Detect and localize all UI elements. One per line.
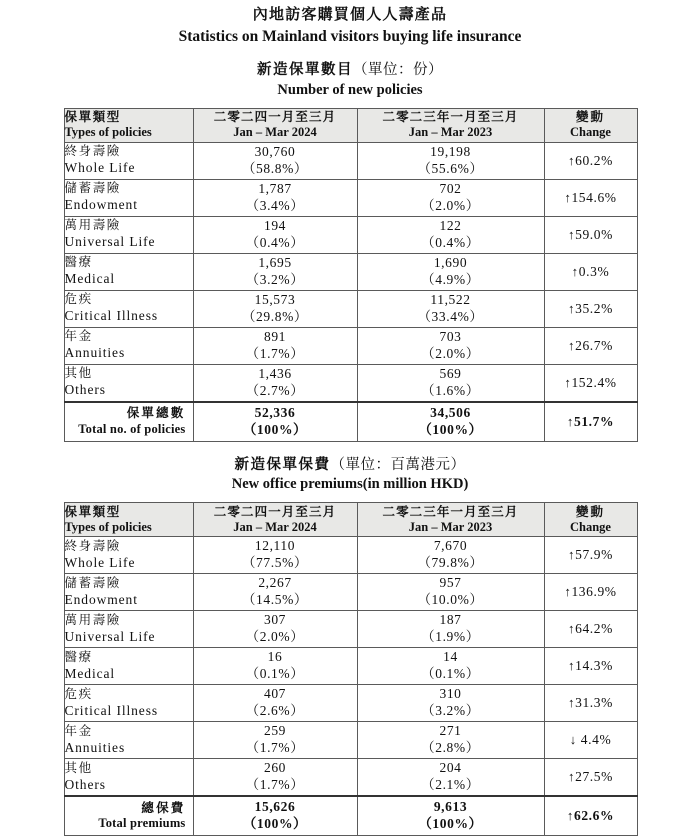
cell-previous xyxy=(357,290,544,327)
trend-up-icon: ↑ xyxy=(568,337,576,353)
trend-up-icon: ↑ xyxy=(564,374,572,390)
cell-current-percent: （2.7%） xyxy=(245,382,305,398)
cell-change-value: 154.6% xyxy=(571,189,617,205)
cell-current-value: 15,573 xyxy=(254,291,296,307)
cell-previous xyxy=(357,142,544,179)
row-label-en: Annuities xyxy=(64,344,126,360)
row-label-en: Others xyxy=(64,381,106,397)
table-row xyxy=(64,327,637,364)
cell-current-percent: （77.5%） xyxy=(241,555,309,571)
trend-up-icon: ↑ xyxy=(568,621,576,637)
document-title-zh: 內地訪客購買個人人壽產品 xyxy=(252,7,448,23)
cell-current-value: 30,760 xyxy=(254,143,296,159)
cell-change-value: 31.3% xyxy=(575,695,613,711)
table-row xyxy=(64,253,637,290)
cell-change xyxy=(544,685,637,722)
premiums-table-head xyxy=(64,503,637,537)
cell-previous-value: 702 xyxy=(439,180,462,196)
total-change xyxy=(544,402,637,442)
col-header-change-en: Change xyxy=(570,125,611,140)
cell-change xyxy=(544,364,637,402)
cell-change-value: 4.4% xyxy=(580,732,612,748)
col-header-previous-en: Jan – Mar 2023 xyxy=(408,125,493,140)
policies-table-head xyxy=(64,108,637,142)
cell-previous-value: 703 xyxy=(439,328,462,344)
row-label xyxy=(64,253,193,290)
cell-previous xyxy=(357,611,544,648)
cell-current-value: 12,110 xyxy=(254,538,296,554)
row-label-zh: 年金 xyxy=(64,724,93,739)
cell-change xyxy=(544,648,637,685)
cell-previous-percent: （0.1%） xyxy=(421,666,480,682)
trend-up-icon: ↑ xyxy=(568,658,576,674)
cell-previous xyxy=(357,759,544,797)
total-previous-percent: （100%） xyxy=(418,421,483,437)
cell-current-percent: （2.0%） xyxy=(245,629,305,645)
cell-current xyxy=(193,611,357,648)
col-header-change-zh: 變動 xyxy=(575,504,605,519)
col-header-change xyxy=(544,503,637,537)
cell-current-value: 194 xyxy=(263,217,287,233)
row-label-en: Whole Life xyxy=(64,554,136,570)
cell-change xyxy=(544,142,637,179)
cell-change-value: 0.3% xyxy=(578,263,610,279)
total-change-value: 51.7% xyxy=(573,413,615,429)
col-header-previous-zh: 二零二三年一月至三月 xyxy=(382,109,519,124)
cell-current xyxy=(193,253,357,290)
cell-current-value: 2,267 xyxy=(258,575,292,591)
cell-current-percent: （3.4%） xyxy=(245,197,305,213)
cell-previous-percent: （2.0%） xyxy=(421,345,480,361)
total-label-zh: 保單總數 xyxy=(126,405,186,420)
cell-current xyxy=(193,759,357,797)
cell-previous xyxy=(357,648,544,685)
cell-current xyxy=(193,142,357,179)
section-heading-zh-main: 新造保單數目 xyxy=(257,61,353,78)
row-label xyxy=(64,685,193,722)
cell-current-value: 1,787 xyxy=(258,180,292,196)
cell-current xyxy=(193,722,357,759)
row-label-zh: 萬用壽險 xyxy=(64,218,121,233)
cell-change xyxy=(544,759,637,797)
row-label xyxy=(64,611,193,648)
row-label-en: Universal Life xyxy=(64,628,156,644)
row-label-zh: 儲蓄壽險 xyxy=(64,181,121,196)
cell-previous-value: 271 xyxy=(439,723,462,739)
cell-previous xyxy=(357,364,544,402)
col-header-type-en: Types of policies xyxy=(64,519,152,534)
total-current-percent: （100%） xyxy=(242,421,308,437)
document-page xyxy=(0,6,700,832)
total-current xyxy=(193,796,357,836)
cell-previous-value: 122 xyxy=(439,217,462,233)
row-label-en: Endowment xyxy=(64,591,138,607)
col-header-current-zh: 二零二四一月至三月 xyxy=(213,109,337,124)
cell-previous-value: 11,522 xyxy=(430,291,471,307)
cell-previous xyxy=(357,179,544,216)
row-label xyxy=(64,179,193,216)
trend-up-icon: ↑ xyxy=(568,547,576,563)
total-label-en: Total no. of policies xyxy=(78,421,186,436)
cell-change-value: 26.7% xyxy=(575,337,613,353)
cell-previous-value: 310 xyxy=(439,686,462,702)
cell-previous-value: 14 xyxy=(443,649,458,665)
cell-previous-percent: （2.0%） xyxy=(421,197,480,213)
col-header-type-zh: 保單類型 xyxy=(64,109,121,124)
cell-current-value: 891 xyxy=(263,328,287,344)
cell-current-percent: （1.7%） xyxy=(245,740,305,756)
cell-current xyxy=(193,290,357,327)
trend-up-icon: ↑ xyxy=(568,226,576,242)
row-label-zh: 萬用壽險 xyxy=(64,613,121,628)
col-header-previous-period xyxy=(357,108,544,142)
section-heading-premiums xyxy=(0,456,700,495)
trend-up-icon: ↑ xyxy=(568,695,576,711)
cell-current xyxy=(193,216,357,253)
row-label xyxy=(64,759,193,797)
col-header-previous-zh: 二零二三年一月至三月 xyxy=(382,504,519,519)
row-label-en: Whole Life xyxy=(64,159,136,175)
cell-change xyxy=(544,722,637,759)
cell-current-percent: （1.7%） xyxy=(245,777,305,793)
cell-current-percent: （0.1%） xyxy=(245,666,305,682)
total-label-en: Total premiums xyxy=(98,816,186,831)
cell-previous-value: 19,198 xyxy=(430,143,471,159)
cell-current xyxy=(193,364,357,402)
cell-previous xyxy=(357,685,544,722)
total-previous xyxy=(357,402,544,442)
row-label-en: Critical Illness xyxy=(64,307,159,323)
trend-up-icon: ↑ xyxy=(566,413,574,429)
cell-change xyxy=(544,574,637,611)
cell-current-percent: （14.5%） xyxy=(241,592,309,608)
cell-previous-value: 187 xyxy=(439,612,462,628)
cell-change-value: 152.4% xyxy=(571,374,617,390)
table-row xyxy=(64,611,637,648)
cell-current-value: 407 xyxy=(263,686,287,702)
row-label xyxy=(64,537,193,574)
section-heading-zh-main: 新造保單保費 xyxy=(234,456,331,473)
table-row xyxy=(64,537,637,574)
row-label xyxy=(64,648,193,685)
row-label-zh: 終身壽險 xyxy=(64,539,121,554)
total-current-value: 15,626 xyxy=(254,799,296,815)
cell-previous-value: 957 xyxy=(439,575,462,591)
table-row xyxy=(64,179,637,216)
total-current xyxy=(193,402,357,442)
col-header-current-period xyxy=(193,503,357,537)
cell-previous-value: 1,690 xyxy=(433,254,468,270)
table-row xyxy=(64,142,637,179)
row-label xyxy=(64,142,193,179)
trend-up-icon: ↑ xyxy=(568,152,576,168)
trend-up-icon: ↑ xyxy=(564,584,572,600)
cell-change xyxy=(544,327,637,364)
row-label-zh: 醫療 xyxy=(64,255,93,270)
table-row xyxy=(64,290,637,327)
row-label xyxy=(64,364,193,402)
col-header-type-zh: 保單類型 xyxy=(64,504,121,519)
row-label-zh: 年金 xyxy=(64,329,93,344)
total-change xyxy=(544,796,637,836)
cell-current-value: 16 xyxy=(267,649,283,665)
row-label-en: Others xyxy=(64,776,106,792)
row-label-zh: 其他 xyxy=(64,366,93,381)
cell-current-value: 1,695 xyxy=(258,254,292,270)
cell-previous-percent: （2.8%） xyxy=(421,740,480,756)
cell-change xyxy=(544,290,637,327)
row-label-en: Medical xyxy=(64,665,116,681)
col-header-change-zh: 變動 xyxy=(575,109,605,124)
table-header-row xyxy=(64,503,637,537)
section-heading-policies xyxy=(0,61,700,100)
row-label xyxy=(64,722,193,759)
row-label-en: Medical xyxy=(64,270,116,286)
table-row xyxy=(64,574,637,611)
cell-previous xyxy=(357,537,544,574)
col-header-current-en: Jan – Mar 2024 xyxy=(233,125,317,140)
col-header-type xyxy=(64,108,193,142)
col-header-previous-en: Jan – Mar 2023 xyxy=(408,519,493,534)
row-label xyxy=(64,574,193,611)
table-row xyxy=(64,364,637,402)
row-label-zh: 醫療 xyxy=(64,650,93,665)
cell-change-value: 60.2% xyxy=(575,152,613,168)
row-label-zh: 危疾 xyxy=(64,687,93,702)
cell-current xyxy=(193,179,357,216)
cell-current xyxy=(193,574,357,611)
row-label-zh: 終身壽險 xyxy=(64,144,121,159)
row-label-en: Critical Illness xyxy=(64,702,159,718)
cell-previous-percent: （33.4%） xyxy=(417,308,484,324)
table-row xyxy=(64,216,637,253)
cell-previous-percent: （3.2%） xyxy=(421,703,480,719)
total-label xyxy=(64,796,193,836)
row-label xyxy=(64,327,193,364)
cell-change xyxy=(544,216,637,253)
cell-change-value: 14.3% xyxy=(575,658,613,674)
cell-current-percent: （3.2%） xyxy=(245,271,305,287)
total-previous-value: 34,506 xyxy=(430,404,471,420)
row-label-zh: 儲蓄壽險 xyxy=(64,576,121,591)
total-previous-percent: （100%） xyxy=(418,816,483,832)
premiums-table xyxy=(64,502,638,836)
row-label-en: Endowment xyxy=(64,196,138,212)
cell-previous xyxy=(357,216,544,253)
table-header-row xyxy=(64,108,637,142)
trend-up-icon: ↑ xyxy=(568,300,576,316)
cell-change-value: 136.9% xyxy=(571,584,617,600)
table-total-row xyxy=(64,402,637,442)
table-row xyxy=(64,759,637,797)
col-header-type xyxy=(64,503,193,537)
cell-previous-value: 7,670 xyxy=(433,538,468,554)
cell-change xyxy=(544,611,637,648)
trend-up-icon: ↑ xyxy=(566,808,574,824)
cell-change-value: 35.2% xyxy=(575,300,613,316)
row-label-zh: 其他 xyxy=(64,761,93,776)
col-header-change xyxy=(544,108,637,142)
cell-previous-value: 569 xyxy=(439,365,462,381)
cell-current-value: 1,436 xyxy=(258,365,292,381)
policies-table xyxy=(64,108,638,442)
section-heading-en-main: New office premiums xyxy=(231,476,363,493)
cell-current-percent: （2.6%） xyxy=(245,703,305,719)
cell-change-value: 64.2% xyxy=(575,621,613,637)
cell-previous-percent: （4.9%） xyxy=(421,271,480,287)
row-label-en: Universal Life xyxy=(64,233,156,249)
document-title-en: Statistics on Mainland visitors buying life insurance xyxy=(178,27,522,45)
row-label-zh: 危疾 xyxy=(64,292,93,307)
table-wrapper-policies xyxy=(64,108,637,442)
cell-previous-value: 204 xyxy=(439,760,462,776)
cell-change-value: 27.5% xyxy=(575,769,613,785)
col-header-current-period xyxy=(193,108,357,142)
cell-previous-percent: （2.1%） xyxy=(421,777,480,793)
cell-current xyxy=(193,537,357,574)
cell-current-value: 260 xyxy=(263,760,287,776)
cell-current-value: 307 xyxy=(263,612,287,628)
cell-current xyxy=(193,327,357,364)
cell-previous-percent: （1.9%） xyxy=(421,629,480,645)
cell-previous-percent: （1.6%） xyxy=(421,382,480,398)
cell-change xyxy=(544,537,637,574)
cell-previous-percent: （55.6%） xyxy=(417,160,484,176)
section-heading-en-unit: (in million HKD) xyxy=(362,476,469,493)
section-heading-en xyxy=(0,475,700,494)
col-header-previous-period xyxy=(357,503,544,537)
cell-change-value: 59.0% xyxy=(575,226,613,242)
cell-change xyxy=(544,179,637,216)
section-heading-zh-unit: （單位：份） xyxy=(353,61,443,78)
cell-current-percent: （0.4%） xyxy=(245,234,305,250)
cell-previous xyxy=(357,722,544,759)
cell-current-percent: （1.7%） xyxy=(245,345,305,361)
cell-previous-percent: （10.0%） xyxy=(417,592,484,608)
total-label-zh: 總保費 xyxy=(141,800,186,815)
table-wrapper-premiums xyxy=(64,502,637,836)
cell-previous xyxy=(357,327,544,364)
col-header-current-en: Jan – Mar 2024 xyxy=(233,519,317,534)
row-label-en: Annuities xyxy=(64,739,126,755)
col-header-change-en: Change xyxy=(570,519,611,534)
trend-down-icon: ↓ xyxy=(569,732,577,748)
cell-current-value: 259 xyxy=(263,723,287,739)
cell-change xyxy=(544,253,637,290)
section-heading-zh xyxy=(0,456,700,475)
total-previous xyxy=(357,796,544,836)
table-row xyxy=(64,722,637,759)
cell-previous-percent: （79.8%） xyxy=(417,555,484,571)
total-change-value: 62.6% xyxy=(573,808,615,824)
total-current-percent: （100%） xyxy=(242,816,308,832)
trend-up-icon: ↑ xyxy=(564,189,572,205)
cell-change-value: 57.9% xyxy=(575,547,613,563)
row-label xyxy=(64,216,193,253)
trend-up-icon: ↑ xyxy=(568,769,576,785)
section-heading-zh-unit: （單位：百萬港元） xyxy=(330,456,466,473)
total-current-value: 52,336 xyxy=(254,404,296,420)
cell-previous xyxy=(357,253,544,290)
cell-current-percent: （29.8%） xyxy=(241,308,309,324)
table-total-row xyxy=(64,796,637,836)
section-heading-zh xyxy=(0,61,700,80)
policies-table-body xyxy=(64,142,637,441)
col-header-current-zh: 二零二四一月至三月 xyxy=(213,504,337,519)
row-label xyxy=(64,290,193,327)
cell-previous xyxy=(357,574,544,611)
total-previous-value: 9,613 xyxy=(433,799,468,815)
cell-current-percent: （58.8%） xyxy=(241,160,309,176)
document-title-block xyxy=(0,6,700,47)
table-row xyxy=(64,685,637,722)
cell-previous-percent: （0.4%） xyxy=(421,234,480,250)
section-heading-en-main: Number of new policies xyxy=(277,81,423,98)
table-row xyxy=(64,648,637,685)
col-header-type-en: Types of policies xyxy=(64,125,152,140)
premiums-table-body xyxy=(64,537,637,836)
trend-up-icon: ↑ xyxy=(571,263,579,279)
cell-current xyxy=(193,685,357,722)
cell-current xyxy=(193,648,357,685)
section-heading-en xyxy=(0,81,700,100)
total-label xyxy=(64,402,193,442)
